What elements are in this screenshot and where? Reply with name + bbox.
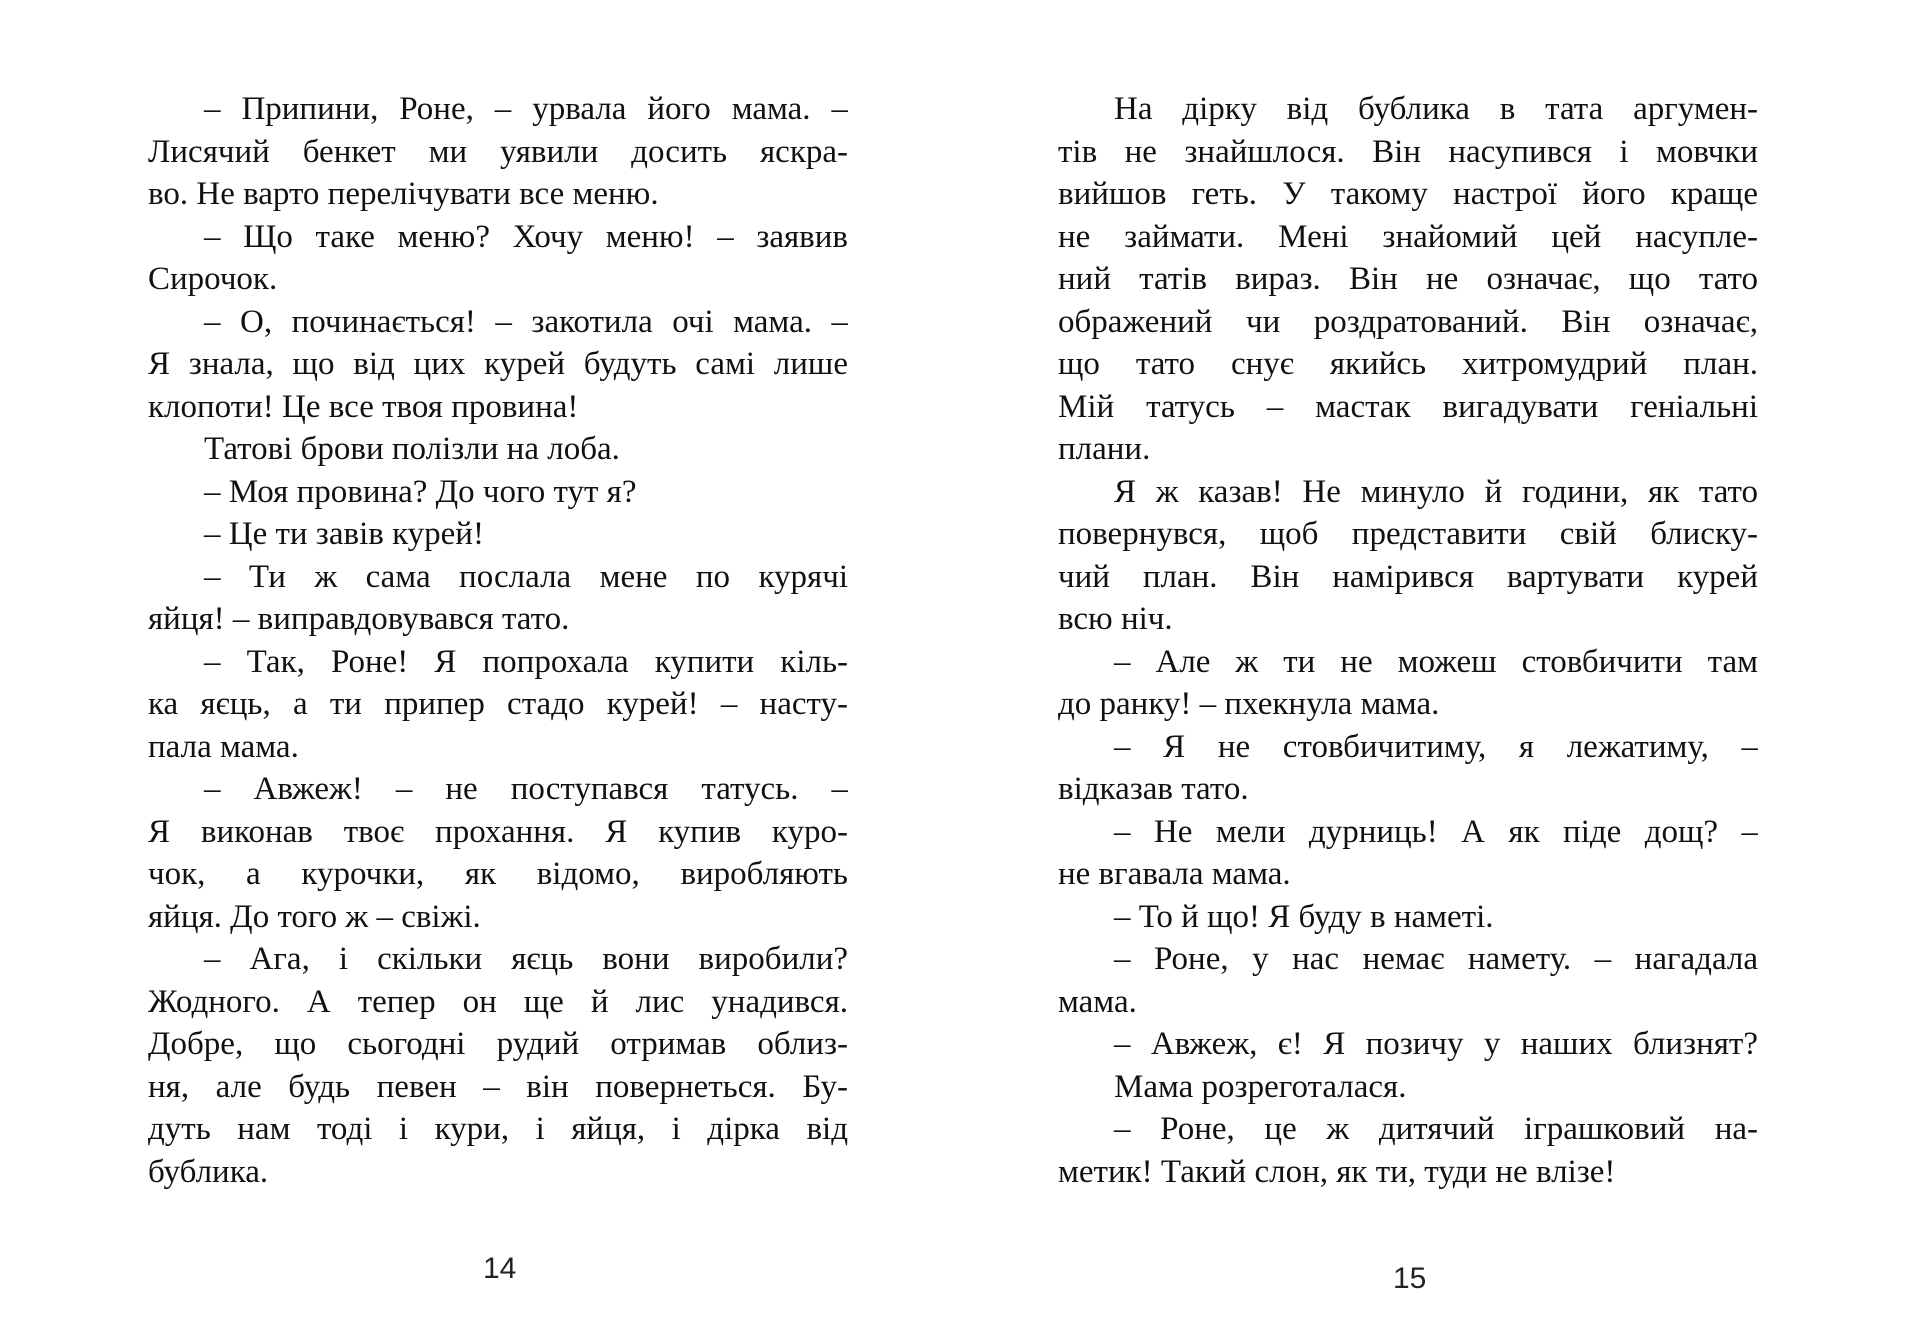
text-line: бублика. [148, 1153, 269, 1190]
text-line: не займати. Мені знайомий цей насуплe- [1058, 218, 1758, 255]
text-line: Я ж казав! Не минуло й години, як тато [1114, 473, 1758, 510]
text-line: чий план. Він намірився вартувати курей [1058, 558, 1758, 595]
text-line: метик! Такий слон, як ти, туди не влізе! [1058, 1153, 1616, 1190]
text-line: во. Не варто перелічувати все меню. [148, 176, 659, 212]
left-page-number: 14 [483, 1252, 517, 1285]
text-line: – Роне, це ж дитячий іграшковий на- [1114, 1111, 1758, 1147]
text-line: ня, але будь певен – він повернеться. Бу- [148, 1068, 848, 1105]
text-line: Лисячий бенкет ми уявили досить яскра- [148, 133, 848, 170]
text-line: яйця. До того ж – свіжі. [148, 898, 481, 935]
right-page-number: 15 [1393, 1262, 1427, 1295]
text-line: дуть нам тоді і кури, і яйця, і дірка від [148, 1111, 848, 1147]
text-line: – О, починається! – закотила очі мама. – [204, 303, 848, 340]
text-line: плани. [1058, 431, 1151, 467]
text-line: Сирочок. [148, 261, 278, 297]
text-line: – Авжеж! – не поступався татусь. – [204, 771, 848, 807]
text-line: чок, а курочки, як відомо, виробляють [148, 856, 848, 892]
text-line: клопоти! Це все твоя провина! [148, 388, 579, 425]
text-line: Жодного. А тепер он ще й лис унадився. [148, 983, 848, 1020]
text-line: – То й що! Я буду в наметі. [1114, 898, 1494, 935]
text-line: – Моя провина? До чого тут я? [204, 473, 637, 510]
text-line: Мій татусь – мастак вигадувати геніальні [1058, 388, 1758, 425]
text-line: – Так, Роне! Я попрохала купити кіль- [204, 643, 848, 680]
text-line: – Роне, у нас немає намету. – нагадала [1114, 941, 1758, 977]
text-line: ка яєць, а ти припер стадо курей! – насту- [148, 686, 848, 722]
right-page [1058, 88, 1758, 1193]
text-line: всю ніч. [1058, 601, 1173, 637]
text-line: пала мама. [148, 728, 299, 765]
text-line: Добре, що сьогодні рудий отримав облиз- [148, 1026, 848, 1062]
text-line: – Авжеж, є! Я позичу у наших близнят? [1114, 1026, 1758, 1062]
text-line: – Я не стовбичитиму, я лежатиму, – [1114, 728, 1758, 765]
text-line: ображений чи роздратований. Він означає, [1058, 303, 1758, 340]
text-line: – Ти ж сама послала мене по курячі [204, 558, 848, 595]
text-line: – Але ж ти не можеш стовбичити там [1114, 643, 1758, 680]
text-line: мама. [1058, 983, 1137, 1020]
text-line: – Ага, і скільки яєць вони виробили? [204, 941, 848, 977]
text-line: На дірку від бублика в тата аргумен- [1114, 91, 1758, 127]
text-line: тів не знайшлося. Він насупився і мовчки [1058, 133, 1758, 170]
text-line: не вгавала мама. [1058, 856, 1291, 892]
text-line: Я знала, що від цих курей будуть самі лише [148, 346, 848, 382]
text-line: до ранку! – пхекнула мама. [1058, 686, 1440, 722]
text-line: – Що таке меню? Хочу меню! – заявив [204, 218, 848, 255]
text-line: яйця! – виправдовувався тато. [148, 601, 570, 637]
text-line: Татові брови полізли на лоба. [204, 431, 620, 467]
text-line: – Це ти завів курей! [204, 516, 484, 552]
text-line: – Припини, Роне, – урвала його мама. – [204, 91, 848, 127]
text-line: – Не мели дурниць! А як піде дощ? – [1114, 813, 1758, 850]
text-line: повернувся, щоб представити свій блиску- [1058, 516, 1758, 552]
text-line: Я виконав твоє прохання. Я купив куро- [148, 813, 848, 850]
text-line: що тато снує якийсь хитромудрий план. [1058, 346, 1758, 382]
text-line: ний татів вираз. Він не означає, що тато [1058, 261, 1758, 297]
text-line: відказав тато. [1058, 771, 1249, 807]
text-line: вийшов геть. У такому настрої його краще [1058, 176, 1758, 212]
text-line: Мама розреготалася. [1114, 1068, 1407, 1105]
left-page [148, 88, 848, 1193]
